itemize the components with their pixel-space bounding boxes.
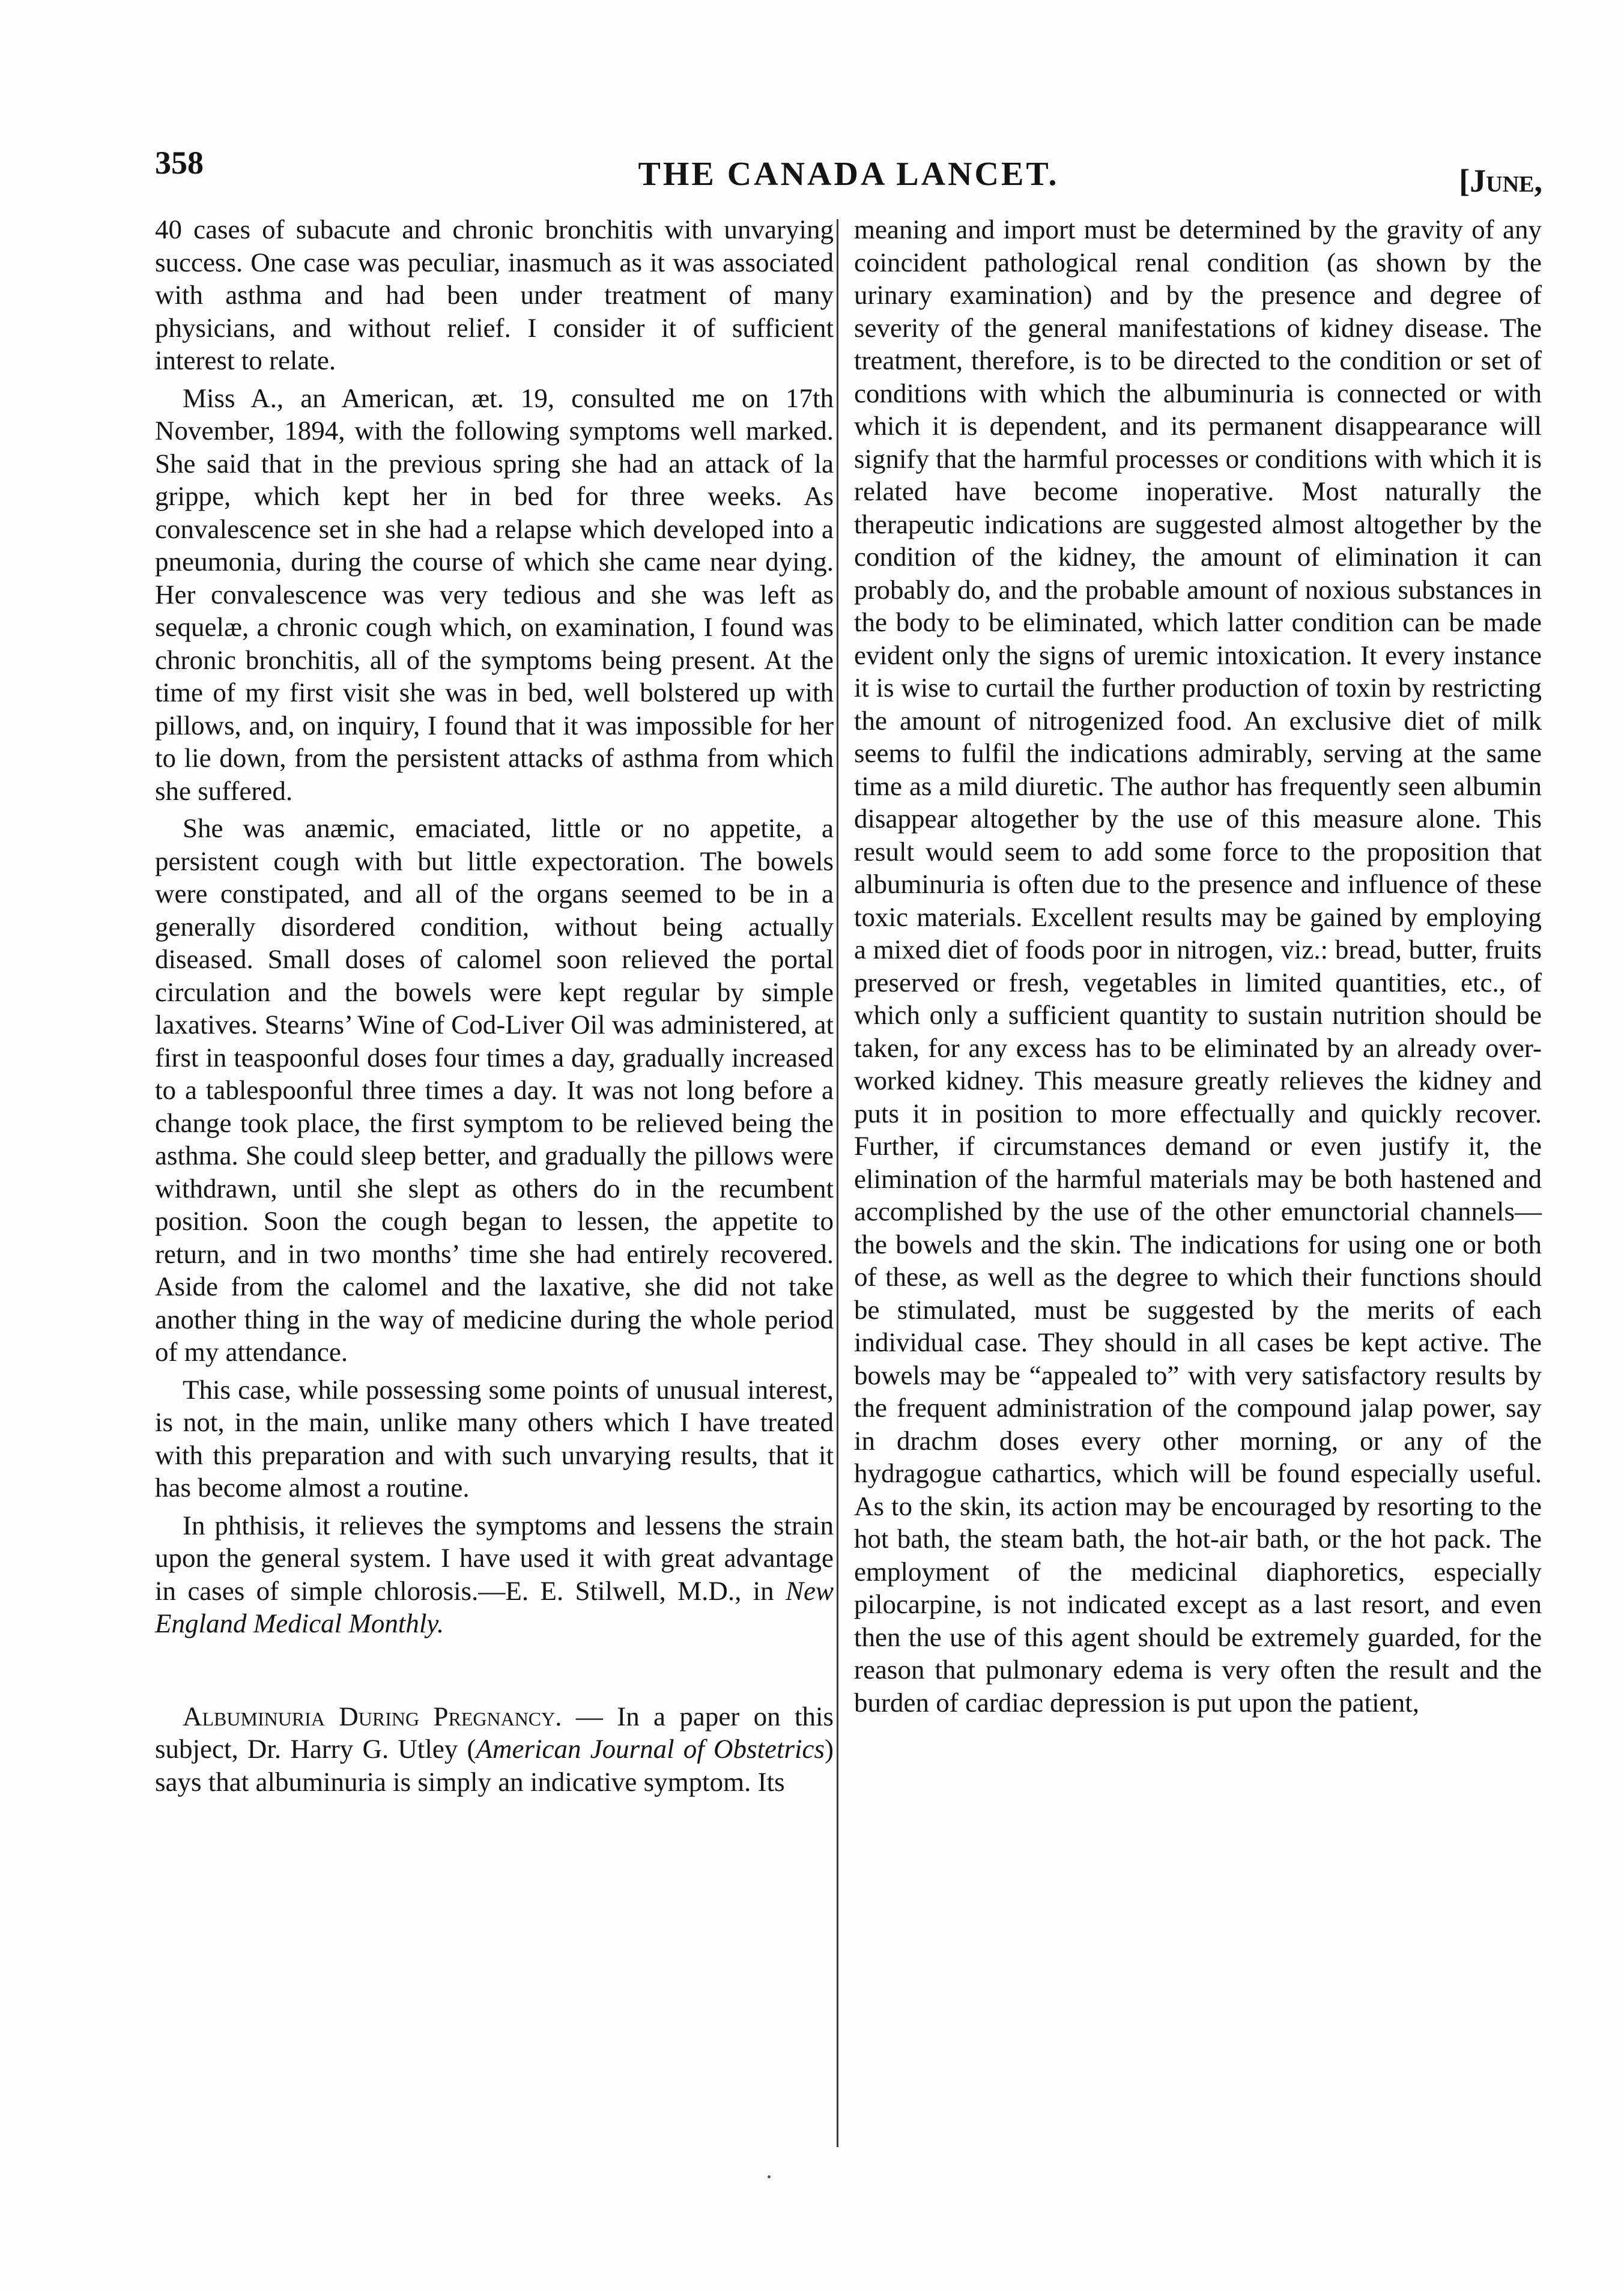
left-paragraph-5	[155, 1509, 834, 1640]
left-paragraph-4: This case, while possessing some points of unusual interest, is not, in the main, unlike many others which I have treated with this preparation and with such unvarying results, that it has become almost a routine.	[155, 1374, 834, 1503]
left-paragraph-1: 40 cases of subacute and chronic bronchitis with unvarying success. One case was peculiar, inasmuch as it was associated with asthma and had been under treatment of many physicians, and without relief. I consider it of sufficient interest to relate.	[155, 214, 834, 375]
source-citation: New England Medical Monthly.	[155, 1575, 834, 1638]
left-paragraph-6-text-a: — In a paper on this subject, Dr. Harry G. Utley (	[155, 1701, 834, 1764]
journal-citation: American Journal of Obstetrics	[476, 1734, 825, 1764]
section-heading: Albuminuria During Pregnancy.	[183, 1701, 562, 1731]
right-paragraph-1: meaning and import must be determined by the gravity of any coincident pathological renal condition (as shown by the urinary examination) and by the presence and degree of severity of the general manifestations of kidney disease. The treatment, therefore, is to be directed to the condition or set of conditions with which the albuminuria is connected or with which it is dependent, and its permanent disappearance will signify that the harmful processes or conditions with which it is related have become inoperative. Most naturally the therapeutic indications are suggested almost altogether by the condition of the kidney, the amount of elimination it can probably do, and the probable amount of noxious substances in the body to be eliminated, which latter condition can be made evident only the signs of uremic intoxication. It every instance it is wise to curtail the further production of toxin by restricting the amount of nitrogenized food. An exclusive diet of milk seems to fulfil the indications admirably, serving at the same time as a mild diuretic. The author has frequently seen albumin disappear altogether by the use of this measure alone. This result would seem to add some force to the proposition that albuminuria is often due to the presence and influence of these toxic materials. Excellent results may be gained by employing a mixed diet of foods poor in nitrogen, viz.: bread, butter, fruits preserved or fresh, vegetables in limited quantities, etc., of which only a sufficient quantity to sustain nutrition should be taken, for any excess has to be eliminated by an already over-worked kidney. This measure greatly relieves the kidney and puts it in position to more effectually and quickly recover. Further, if circumstances demand or even justify it, the elimination of the harmful materials may be both hastened and accomplished by the use of the other emunctorial channels—the bowels and the skin. The indications for using one or both of these, as well as the degree to which their functions should be stimulated, must be suggested by the merits of each individual case. They should in all cases be kept active. The bowels may be “appealed to” with very satisfactory results by the frequent administration of the compound jalap power, say in drachm doses every other morning, or any of the hydragogue cathartics, which will be found especially useful. As to the skin, its action may be encouraged by resorting to the hot bath, the steam bath, the hot-air bath, or the hot pack. The employment of the medicinal diaphoretics, especially pilocarpine, is not indicated except as a last resort, and even then the use of this agent should be extremely guarded, for the reason that pulmonary edema is very often the result and the burden of cardiac depression is put upon the patient,	[854, 214, 1542, 1718]
right-column	[854, 213, 1542, 1719]
page-header	[155, 144, 1542, 198]
page-number: 358	[155, 145, 204, 181]
column-divider	[837, 219, 838, 2147]
issue-month	[1459, 162, 1542, 199]
left-paragraph-6-text-b: ) says that albuminuria is simply an indicative symptom. Its	[155, 1734, 834, 1797]
left-paragraph-6	[155, 1700, 834, 1799]
left-paragraph-2: Miss A., an American, æt. 19, consulted me on 17th November, 1894, with the following symptoms well marked. She said that in the previous spring she had an attack of la grippe, which kept her in bed for three weeks. As convalescence set in she had a relapse which developed into a pneumonia, during the course of which she came near dying. Her convalescence was very tedious and she was left as sequelæ, a chronic cough which, on examination, I found was chronic bronchitis, all of the symptoms being present. At the time of my first visit she was in bed, well bolstered up with pillows, and, on inquiry, I found that it was impossible for her to lie down, from the persistent attacks of asthma from which she suffered.	[155, 383, 834, 806]
print-speck	[768, 2175, 771, 2178]
issue-month-text: [June,	[1459, 163, 1542, 199]
left-column	[155, 213, 834, 1798]
left-paragraph-3: She was anæmic, emaciated, little or no appetite, a persistent cough with but little expectoration. The bowels were constipated, and all of the organs seemed to be in a generally disordered condition, without being actually diseased. Small doses of calomel soon relieved the portal circulation and the bowels were kept regular by simple laxatives. Stearns’ Wine of Cod-Liver Oil was administered, at first in teaspoonful doses four times a day, gradually increased to a tablespoonful three times a day. It was not long before a change took place, the first symptom to be relieved being the asthma. She could sleep better, and gradually the pillows were withdrawn, until she slept as others do in the recumbent position. Soon the cough began to lessen, the appetite to return, and in two months’ time she had entirely recovered. Aside from the calomel and the laxative, she did not take another thing in the way of medicine during the whole period of my attendance.	[155, 813, 834, 1367]
left-paragraph-5-text: In phthisis, it relieves the symptoms and lessens the strain upon the general system. I have used it with great advantage in cases of simple chlorosis.—E. E. Stilwell, M.D., in	[155, 1510, 834, 1606]
journal-title: THE CANADA LANCET.	[638, 156, 1059, 193]
